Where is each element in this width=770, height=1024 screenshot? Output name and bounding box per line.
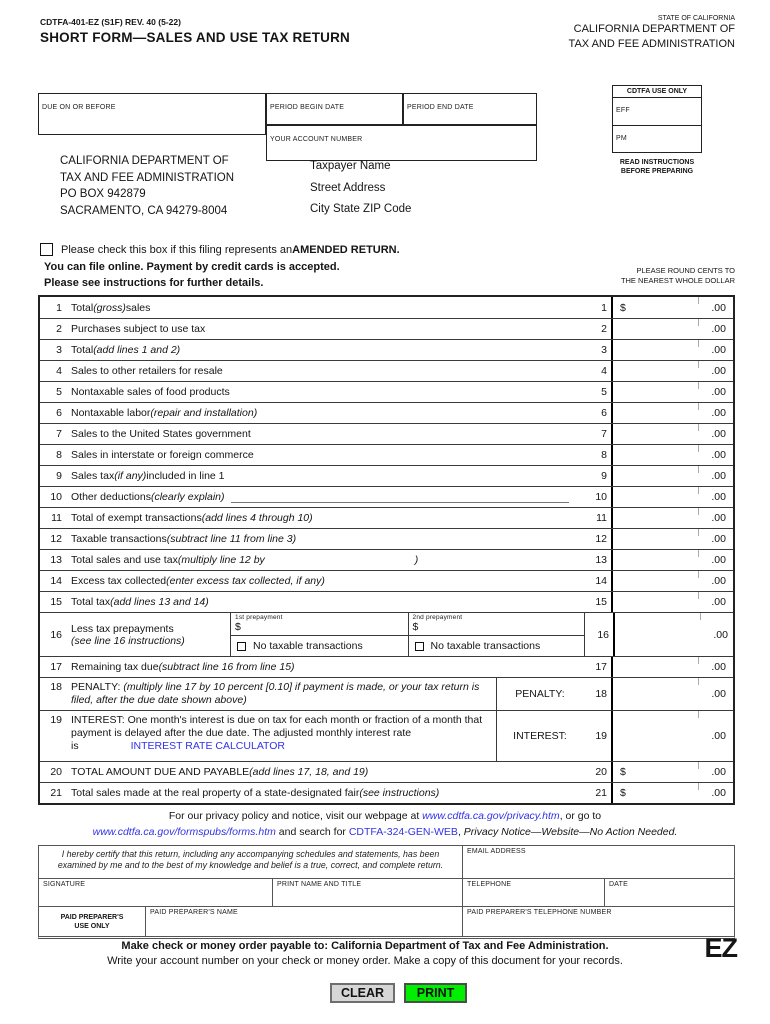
- signature-section: [38, 845, 735, 939]
- due-on-or-before-label: DUE ON OR BEFORE: [42, 104, 116, 111]
- account-number-note: Write your account number on your check or money order. Make a copy of this document for your records.: [107, 955, 623, 967]
- second-prepayment-field[interactable]: [408, 613, 585, 635]
- line-number: 5: [56, 386, 62, 398]
- account-number-label: YOUR ACCOUNT NUMBER: [270, 136, 363, 143]
- amount-field-4[interactable]: .00: [613, 361, 733, 381]
- prepayments-box: [230, 613, 585, 656]
- paid-preparer-phone-label: PAID PREPARER'S TELEPHONE NUMBER: [467, 909, 612, 916]
- amended-return-bold: AMENDED RETURN.: [292, 243, 400, 256]
- read-instructions-note: READ INSTRUCTIONS BEFORE PREPARING: [619, 159, 695, 175]
- date-field[interactable]: [604, 879, 734, 906]
- pm-field[interactable]: [613, 125, 701, 152]
- table-row-19: 19 INTEREST: One month's interest is due on tax for each month or fraction of a month that payment is delayed after the due date. The adjusted monthly interest rate is INTEREST RATE CALCULATOR INTEREST: 19 .00: [40, 710, 733, 761]
- table-row-13: 13 Total sales and use tax (multiply line 12 by ) 13 .00: [40, 549, 733, 570]
- header-agency: [569, 15, 735, 52]
- line-number: 10: [50, 491, 62, 503]
- telephone-field[interactable]: [462, 879, 604, 906]
- formspubs-link[interactable]: www.cdtfa.ca.gov/formspubs/forms.htm: [92, 826, 276, 838]
- first-prepayment-field[interactable]: [231, 613, 408, 635]
- print-name-title-label: PRINT NAME AND TITLE: [277, 881, 362, 888]
- state-of-california: STATE OF CALIFORNIA: [657, 15, 735, 22]
- line-ref: 1: [583, 297, 613, 318]
- amount-field-10[interactable]: .00: [613, 487, 733, 507]
- no-taxable-transactions-2-checkbox[interactable]: [415, 642, 424, 651]
- amount-field-3[interactable]: .00: [613, 340, 733, 360]
- privacy-link[interactable]: www.cdtfa.ca.gov/privacy.htm: [422, 810, 560, 822]
- line-number: 3: [56, 344, 62, 356]
- form-number: CDTFA-401-EZ (S1F) REV. 40 (5-22): [40, 17, 181, 27]
- line-number: 4: [56, 365, 62, 377]
- dollar-sign: $: [620, 766, 626, 778]
- table-row-3: 3 Total (add lines 1 and 2) 3 .00: [40, 339, 733, 360]
- amount-field-5[interactable]: .00: [613, 382, 733, 402]
- paid-preparer-name-label: PAID PREPARER'S NAME: [150, 909, 238, 916]
- line-ref: 2: [583, 319, 613, 339]
- amount-field-16[interactable]: .00: [615, 613, 735, 656]
- line-ref: 13: [583, 550, 613, 570]
- line-ref: 15: [583, 592, 613, 612]
- no-taxable-transactions-2-label: No taxable transactions: [430, 640, 541, 652]
- line-ref: 20: [583, 762, 613, 782]
- signature-label: SIGNATURE: [43, 881, 86, 888]
- line-number: 15: [50, 596, 62, 608]
- line-number: 20: [50, 766, 62, 778]
- table-row-17: 17 Remaining tax due (subtract line 16 from line 15) 17 .00: [40, 656, 733, 677]
- table-row-8: 8 Sales in interstate or foreign commerce 8 .00: [40, 444, 733, 465]
- interest-rate-calculator-link[interactable]: INTEREST RATE CALCULATOR: [130, 740, 286, 752]
- pm-label: PM: [616, 135, 627, 142]
- eff-field[interactable]: [613, 98, 701, 125]
- amended-return-text: Please check this box if this filing represents an: [61, 243, 293, 256]
- dollar-sign: $: [620, 787, 626, 799]
- paid-preparer-phone-field[interactable]: [462, 907, 734, 936]
- clear-button[interactable]: CLEAR: [330, 983, 395, 1003]
- line-number: 9: [56, 470, 62, 482]
- period-end-date-label: PERIOD END DATE: [407, 104, 474, 111]
- line-ref: 8: [583, 445, 613, 465]
- amount-field-21[interactable]: $ .00: [613, 783, 733, 803]
- table-row-6: 6 Nontaxable labor (repair and installation) 6 .00: [40, 402, 733, 423]
- line-ref: 7: [583, 424, 613, 444]
- no-taxable-transactions-1-label: No taxable transactions: [253, 640, 363, 652]
- line-number: 11: [51, 512, 62, 524]
- interest-label: INTEREST:: [496, 711, 583, 761]
- line-number: 19: [50, 714, 62, 726]
- table-row-4: 4 Sales to other retailers for resale 4 .00: [40, 360, 733, 381]
- round-cents-note: PLEASE ROUND CENTS TO THE NEAREST WHOLE DOLLAR: [620, 266, 735, 285]
- email-address-field[interactable]: [462, 846, 734, 878]
- amount-field-15[interactable]: .00: [613, 592, 733, 612]
- table-row-12: 12 Taxable transactions (subtract line 11 from line 3) 12 .00: [40, 528, 733, 549]
- amount-field-2[interactable]: .00: [613, 319, 733, 339]
- department-mailing-address: CALIFORNIA DEPARTMENT OF TAX AND FEE ADMINISTRATION PO BOX 942879 SACRAMENTO, CA 94279-8004: [60, 155, 235, 217]
- amount-field-7[interactable]: .00: [613, 424, 733, 444]
- cdtfa-use-only-box: [612, 85, 702, 153]
- amount-field-11[interactable]: .00: [613, 508, 733, 528]
- dollar-sign: $: [412, 621, 419, 633]
- table-row-9: 9 Sales tax (if any) included in line 1 9 .00: [40, 465, 733, 486]
- privacy-notice-line1: For our privacy policy and notice, visit our webpage at www.cdtfa.ca.gov/privacy.htm, or go to: [168, 810, 602, 822]
- line-ref: 17: [583, 657, 613, 677]
- line-number: 6: [56, 407, 62, 419]
- amount-field-18[interactable]: .00: [613, 678, 733, 710]
- table-row-10: 10 Other deductions (clearly explain) 10 .00: [40, 486, 733, 507]
- line-number: 2: [56, 323, 62, 335]
- amount-field-20[interactable]: $ .00: [613, 762, 733, 782]
- table-row-20: 20 TOTAL AMOUNT DUE AND PAYABLE (add lines 17, 18, and 19) 20 $ .00: [40, 761, 733, 782]
- file-online-note: You can file online. Payment by credit cards is accepted.: [44, 261, 340, 273]
- line-number: 13: [50, 554, 62, 566]
- city-state-zip-field[interactable]: City State ZIP Code: [310, 203, 412, 215]
- first-prepayment-label: 1st prepayment: [235, 614, 283, 621]
- paid-preparer-name-field[interactable]: [145, 907, 462, 936]
- dept-line1: CALIFORNIA DEPARTMENT OF: [573, 23, 735, 35]
- line-ref: 6: [583, 403, 613, 423]
- street-address-field[interactable]: Street Address: [310, 182, 386, 194]
- line-ref: 18: [583, 678, 613, 710]
- tax-lines-table: [38, 295, 735, 805]
- cdtfa-use-only-label: CDTFA USE ONLY: [613, 86, 701, 98]
- line-number: 7: [56, 428, 62, 440]
- amount-field-8[interactable]: .00: [613, 445, 733, 465]
- table-row-5: 5 Nontaxable sales of food products 5 .00: [40, 381, 733, 402]
- line-ref: 12: [583, 529, 613, 549]
- period-begin-date-label: PERIOD BEGIN DATE: [270, 104, 345, 111]
- penalty-label: PENALTY:: [496, 678, 583, 710]
- period-end-date-field[interactable]: [403, 93, 537, 125]
- line-number: 1: [56, 301, 62, 314]
- line-number: 18: [50, 681, 62, 693]
- signature-field[interactable]: [39, 879, 272, 906]
- amended-return-row: [40, 243, 400, 256]
- line-ref: 14: [583, 571, 613, 591]
- line-ref: 10: [583, 487, 613, 507]
- amended-return-checkbox[interactable]: [40, 243, 53, 256]
- line-ref: 11: [583, 508, 613, 528]
- amount-field-12[interactable]: .00: [613, 529, 733, 549]
- line-ref: 21: [583, 783, 613, 803]
- line-ref: 3: [583, 340, 613, 360]
- line-ref: 5: [583, 382, 613, 402]
- line-number: 14: [50, 575, 62, 587]
- amount-field-14[interactable]: .00: [613, 571, 733, 591]
- see-instructions-note: Please see instructions for further details.: [44, 277, 264, 289]
- paid-preparer-use-only-label: PAID PREPARER'S USE ONLY: [60, 913, 124, 930]
- taxpayer-name-field[interactable]: Taxpayer Name: [310, 160, 391, 172]
- table-row-14: 14 Excess tax collected (enter excess tax collected, if any) 14 .00: [40, 570, 733, 591]
- line-number: 21: [50, 787, 62, 799]
- table-row-16: 16 Less tax prepayments (see line 16 instructions) 1st prepayment $ 2nd prepayment $ No taxable transactions No taxable transactions 16 .00: [40, 612, 733, 656]
- line-number: 12: [50, 533, 62, 545]
- dollar-sign: $: [620, 301, 626, 314]
- line-ref: 4: [583, 361, 613, 381]
- telephone-label: TELEPHONE: [467, 881, 512, 888]
- email-address-label: EMAIL ADDRESS: [467, 848, 526, 855]
- amount-field-1[interactable]: $ .00: [613, 297, 733, 318]
- amount-field-13[interactable]: .00: [613, 550, 733, 570]
- certification-text: I hereby certify that this return, including any accompanying schedules and statements, has been examined by me and to the best of my knowledge and belief is a true, correct, and complete return.: [57, 849, 444, 870]
- line-ref: 19: [583, 711, 613, 761]
- page-title: SHORT FORM—SALES AND USE TAX RETURN: [40, 30, 351, 45]
- amount-field-6[interactable]: .00: [613, 403, 733, 423]
- table-row-7: 7 Sales to the United States government 7 .00: [40, 423, 733, 444]
- table-row-1: 1 Total (gross) sales 1 $ .00: [40, 297, 733, 318]
- table-row-18: 18 PENALTY: (multiply line 17 by 10 percent [0.10] if payment is made, or your tax return is filed, after the due date shown above) PENALTY: 18 .00: [40, 677, 733, 710]
- line-number: 8: [56, 449, 62, 461]
- table-row-15: 15 Total tax (add lines 13 and 14) 15 .00: [40, 591, 733, 612]
- gen-web-link[interactable]: CDTFA-324-GEN-WEB: [348, 826, 458, 838]
- print-name-title-field[interactable]: [272, 879, 462, 906]
- line-number: 16: [50, 628, 62, 641]
- second-prepayment-label: 2nd prepayment: [412, 614, 463, 621]
- line-ref: 16: [585, 613, 615, 656]
- amount-field-17[interactable]: .00: [613, 657, 733, 677]
- make-check-note: Make check or money order payable to: California Department of Tax and Fee Administration.: [121, 940, 609, 952]
- amount-field-9[interactable]: .00: [613, 466, 733, 486]
- table-row-2: 2 Purchases subject to use tax 2 .00: [40, 318, 733, 339]
- eff-label: EFF: [616, 107, 630, 114]
- amount-field-19[interactable]: .00: [613, 711, 733, 761]
- line-number: 17: [50, 661, 62, 673]
- dept-line2: TAX AND FEE ADMINISTRATION: [568, 38, 735, 50]
- ez-form-mark: EZ: [704, 933, 737, 963]
- date-label: DATE: [609, 881, 628, 888]
- table-row-11: 11 Total of exempt transactions (add lines 4 through 10) 11 .00: [40, 507, 733, 528]
- other-deductions-writein-field[interactable]: [231, 491, 570, 503]
- table-row-21: 21 Total sales made at the real property of a state-designated fair (see instructions) 21 $ .00: [40, 782, 733, 803]
- privacy-notice-line2: www.cdtfa.ca.gov/formspubs/forms.htm and search for CDTFA-324-GEN-WEB, Privacy Notice—Website—No Action Needed.: [92, 826, 678, 838]
- due-on-or-before-field[interactable]: [38, 93, 266, 135]
- account-number-field[interactable]: [266, 125, 537, 161]
- line-ref: 9: [583, 466, 613, 486]
- print-button[interactable]: PRINT: [404, 983, 467, 1003]
- dollar-sign: $: [235, 621, 241, 633]
- no-taxable-transactions-1-checkbox[interactable]: [237, 642, 246, 651]
- period-begin-date-field[interactable]: [266, 93, 403, 125]
